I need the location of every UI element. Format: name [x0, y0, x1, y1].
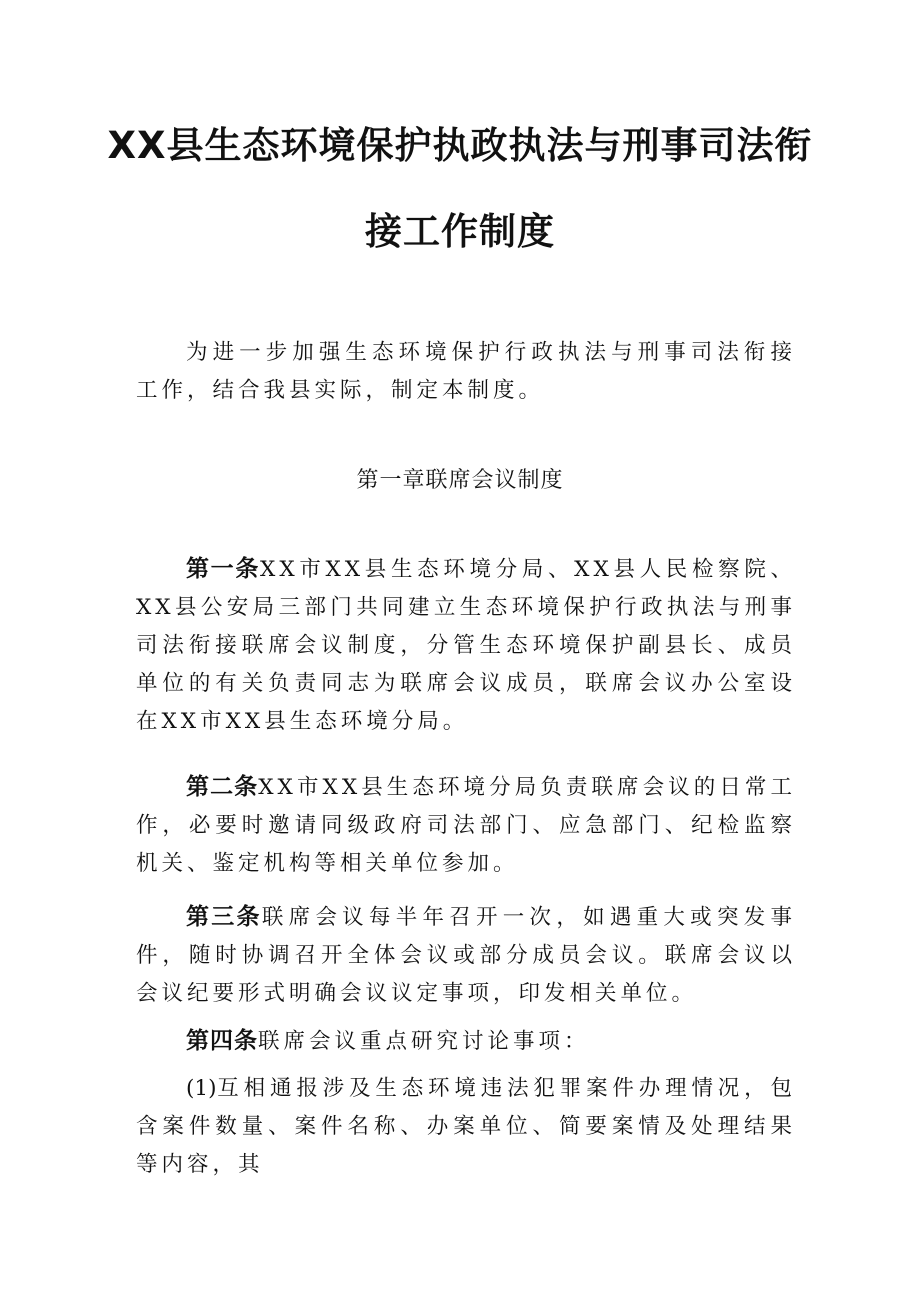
article-1: [136, 550, 796, 741]
article-2: [136, 768, 796, 883]
article-1-label: 第一条: [186, 556, 261, 582]
document-title-line-1: XX县生态环境保护执政执法与刑事司法衔: [107, 124, 813, 167]
article-4-label: 第四条: [186, 1028, 258, 1054]
intro-paragraph: 为进一步加强生态环境保护行政执法与刑事司法衔接工作，结合我县实际，制定本制度。: [136, 340, 796, 403]
item-1-text: 互相通报涉及生态环境违法犯罪案件办理情况，包含案件数量、案件名称、办案单位、简要案情及处理结果等内容，其: [136, 1076, 796, 1177]
article-1-text: XX市XX县生态环境分局、XX县人民检察院、XX县公安局三部门共同建立生态环境保护行政执法与刑事司法衔接联席会议制度，分管生态环境保护副县长、成员单位的有关负责同志为联席会议成员，联席会议办公室设在XX市XX县生态环境分局。: [136, 557, 797, 734]
item-1-number: (1): [186, 1076, 217, 1101]
article-4: [136, 1022, 796, 1061]
article-3: [136, 898, 796, 1013]
item-1: [136, 1070, 796, 1184]
article-4-text: 联席会议重点研究讨论事项：: [258, 1029, 590, 1054]
article-2-text: XX市XX县生态环境分局负责联席会议的日常工作，必要时邀请同级政府司法部门、应急部门、纪检监察机关、鉴定机构等相关单位参加。: [136, 775, 797, 876]
article-2-label: 第二条: [186, 774, 259, 800]
article-3-text: 联席会议每半年召开一次，如遇重大或突发事件，随时协调召开全体会议或部分成员会议。联席会议以会议纪要形式明确会议议定事项，印发相关单位。: [136, 905, 796, 1006]
article-3-label: 第三条: [186, 904, 262, 930]
chapter-heading: 第一章联席会议制度: [356, 468, 564, 493]
document-title-line-2: 接工作制度: [365, 210, 555, 253]
